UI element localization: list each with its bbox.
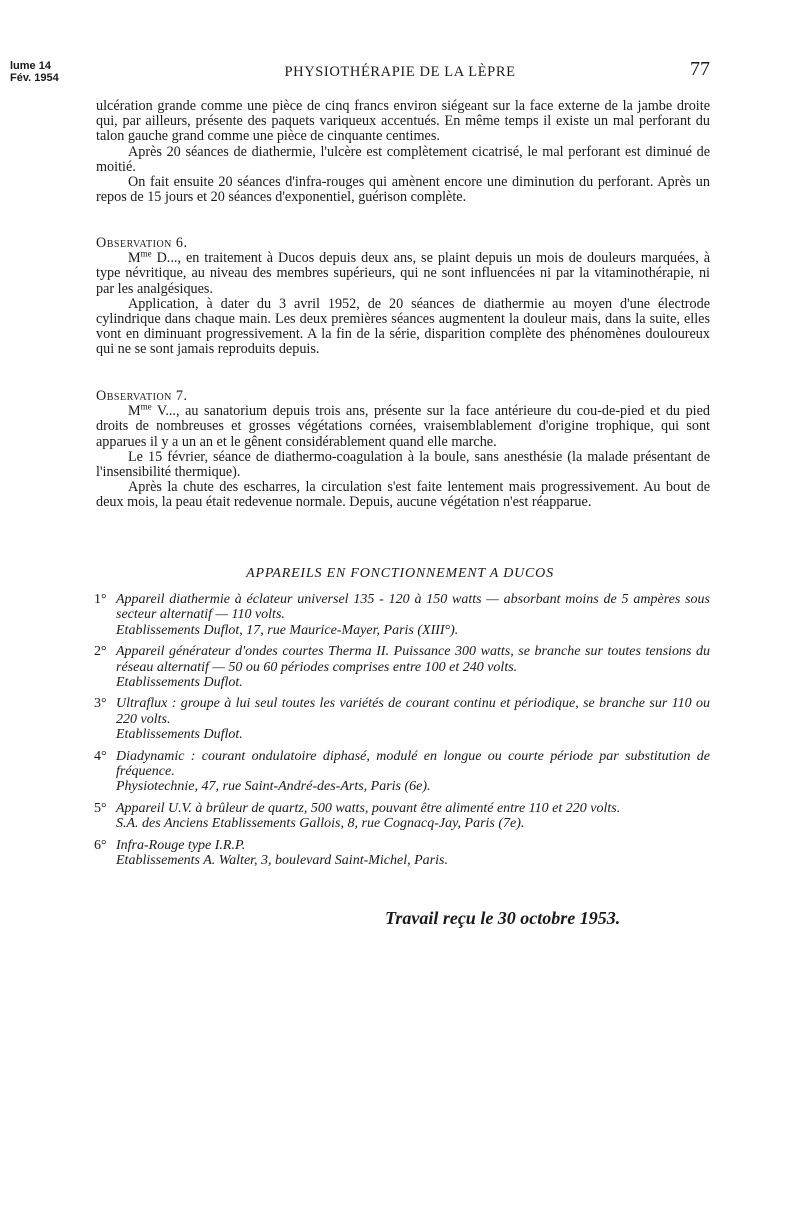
list-item [94, 749, 710, 795]
item-description: Appareil générateur d'ondes courtes Therma II. Puissance 300 watts, se branche sur toutes tensions du réseau alternatif — 50 ou 60 périodes comprises entre 100 et 240 volts. [116, 644, 710, 675]
item-supplier: Physiotechnie, 47, rue Saint-André-des-Arts, Paris (6e). [116, 779, 431, 795]
item-supplier: Etablissements Duflot. [116, 727, 243, 743]
observation-7 [96, 389, 710, 511]
item-number: 1° [94, 592, 107, 607]
list-item [94, 696, 710, 742]
paragraph [96, 248, 710, 297]
item-number: 2° [94, 644, 107, 660]
item-number: 4° [94, 748, 107, 764]
item-number: 6° [94, 837, 107, 853]
observation-heading: Observation 6. [96, 235, 188, 251]
title-prefix: M [128, 403, 141, 420]
item-description: Appareil diathermie à éclateur universel 135 - 120 à 150 watts — absorbant moins de 5 ampères sous secteur alternatif — 110 volts. [116, 592, 710, 623]
section-heading: APPAREILS EN FONCTIONNEMENT A DUCOS [246, 566, 554, 581]
item-description: Diadynamic : courant ondulatoire diphasé, modulé en longue ou courte période par substitution de fréquence. [116, 748, 710, 780]
paragraph: On fait ensuite 20 séances d'infra-rouges qui amènent encore une diminution du perforant. Après un repos de 15 jours et 20 séances d'exponentiel, guérison complète. [96, 174, 710, 206]
item-number: 5° [94, 800, 107, 816]
item-supplier: Etablissements A. Walter, 3, boulevard Saint-Michel, Paris. [116, 853, 448, 869]
date-line: Fév. 1954 [10, 72, 59, 84]
running-title: PHYSIOTHÉRAPIE DE LA LÈPRE [284, 64, 516, 80]
item-description: Ultraflux : groupe à lui seul toutes les variétés de courant continu et périodique, se branche sur 110 ou 220 volts. [116, 696, 710, 727]
title-superscript: me [140, 248, 152, 259]
paragraph: Le 15 février, séance de diathermo-coagulation à la boule, sans anesthésie (la malade présentant de l'insensibilité thermique). [96, 448, 710, 481]
list-item [94, 801, 710, 832]
volume-line: lume 14 [10, 60, 51, 72]
item-number: 3° [94, 696, 107, 712]
received-date: Travail reçu le 30 octobre 1953. [385, 908, 621, 928]
observation-6 [96, 236, 710, 358]
paragraph: Après la chute des escharres, la circulation s'est faite lentement mais progressivement. Au bout de deux mois, la peau était redevenue normale. Depuis, aucune végétation n'est réapparue. [96, 479, 710, 511]
paragraph-text: D..., en traitement à Ducos depuis deux ans, se plaint depuis un mois de douleurs marquées, à type névritique, au niveau des membres supérieurs, qui ne sont influencées ni par la vitaminothérapie, ni par les analgésiques. [96, 250, 710, 297]
paragraph: ulcération grande comme une pièce de cinq francs environ siégeant sur la face externe de la jambe droite qui, par ailleurs, présente des paquets variqueux accentués. En même temps il existe un mal perforant du talon gauche grand comme une pièce de cinquante centimes. [96, 98, 710, 145]
list-item [94, 644, 710, 690]
title-superscript: me [140, 401, 152, 412]
paragraph-text: V..., au sanatorium depuis trois ans, présente sur la face antérieure du cou-de-pied et du pied droits de nombreuses et grosses végétations cornées, vraisemblablement d'origine trophique, qui sont apparues il y a un an et le gênent considérablement quand elle marche. [96, 403, 710, 450]
item-supplier: Etablissements Duflot, 17, rue Maurice-Mayer, Paris (XIII°). [116, 622, 459, 638]
paragraph: Après 20 séances de diathermie, l'ulcère est complètement cicatrisé, le mal perforant est diminué de moitié. [96, 143, 710, 175]
paragraph [96, 401, 710, 450]
item-supplier: Etablissements Duflot. [116, 675, 243, 691]
item-supplier: S.A. des Anciens Etablissements Gallois, 8, rue Cognacq-Jay, Paris (7e). [116, 816, 525, 832]
item-description: Appareil U.V. à brûleur de quartz, 500 watts, pouvant être alimenté entre 110 et 220 volts. [116, 800, 621, 816]
page-number: 77 [690, 58, 710, 80]
title-prefix: M [128, 250, 141, 267]
list-item [94, 838, 710, 869]
opening-text [96, 99, 710, 205]
list-item [94, 592, 710, 638]
paragraph: Application, à dater du 3 avril 1952, de 20 séances de diathermie au moyen d'une électrode cylindrique dans chaque main. Les deux premières séances augmentent la douleur mais, dans la suite, elles vont en diminuant progressivement. A la fin de la série, disparition complète des phénomènes douloureux qui ne se sont jamais reproduits depuis. [96, 295, 710, 358]
item-description: Infra-Rouge type I.R.P. [116, 837, 246, 853]
equipment-list [94, 592, 710, 875]
observation-heading: Observation 7. [96, 388, 188, 404]
